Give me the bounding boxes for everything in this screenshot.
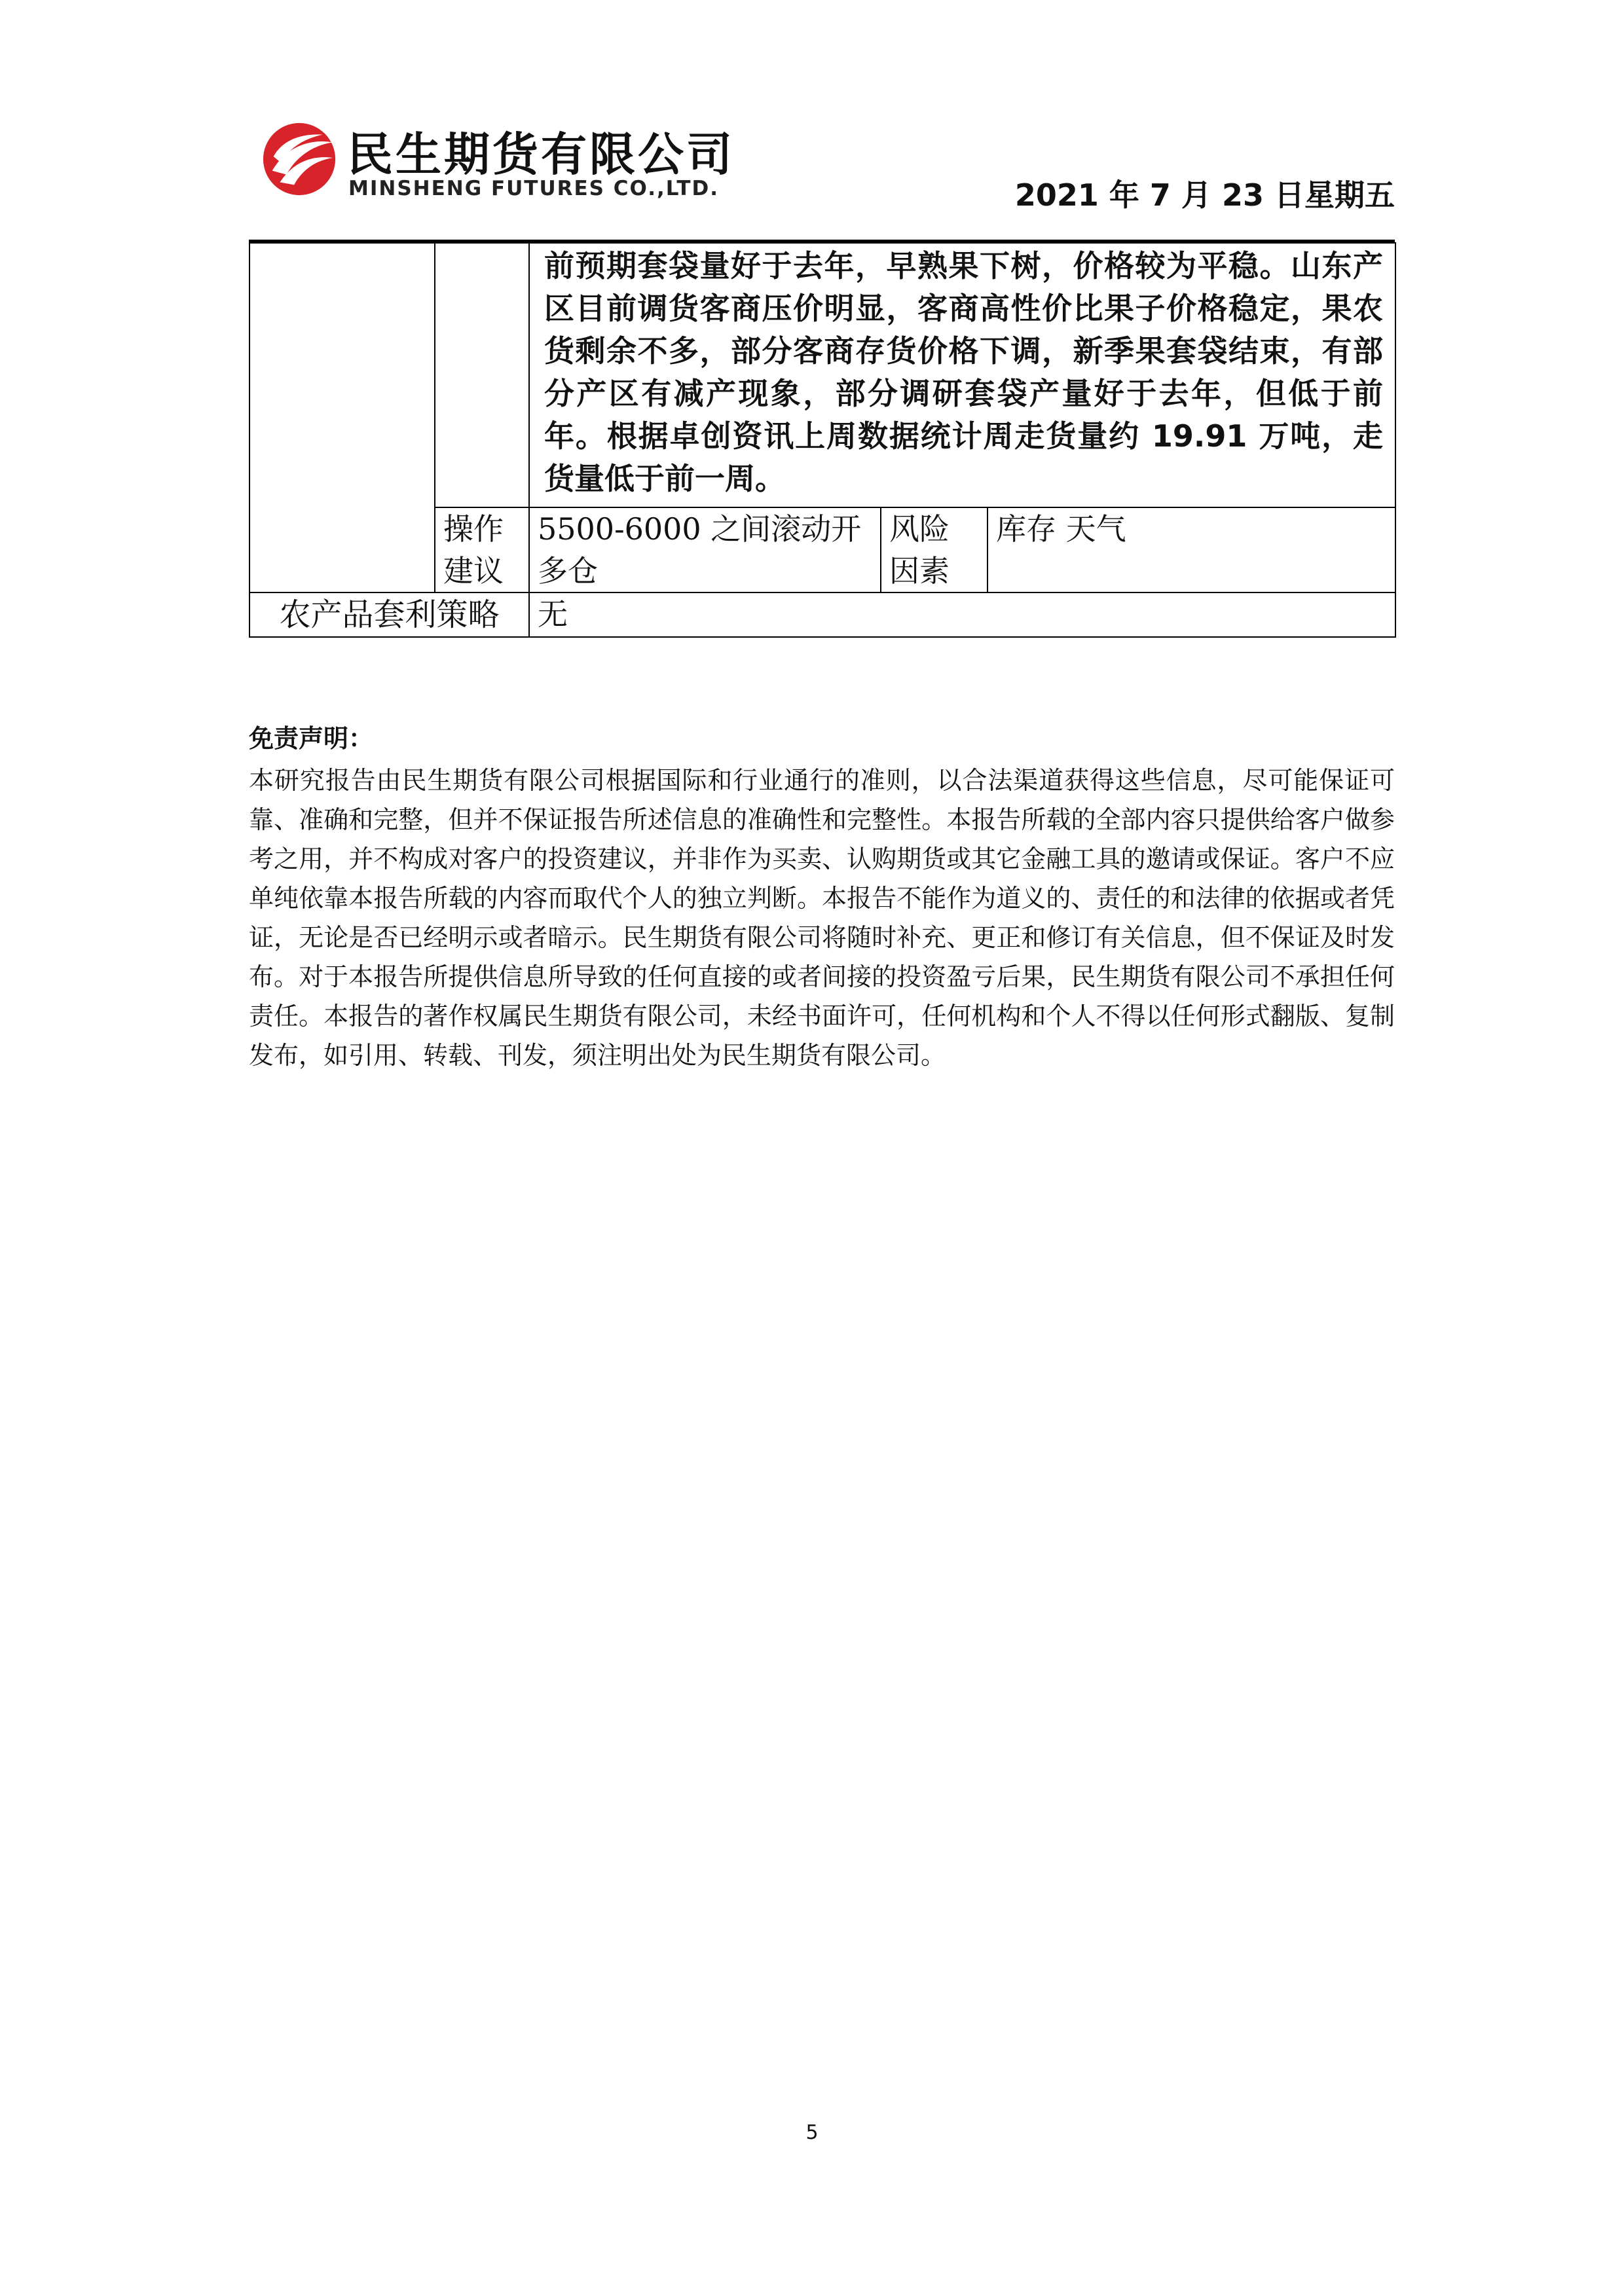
report-date: 2021 年 7 月 23 日星期五 (1014, 177, 1395, 213)
company-logo-icon (261, 120, 338, 198)
company-name-cn: 民生期货有限公司 (347, 128, 735, 181)
risk-value: 库存 天气 (987, 507, 1395, 592)
label-cell-empty (435, 243, 529, 507)
disclaimer-title: 免责声明： (249, 723, 374, 753)
page-header (249, 111, 1395, 242)
market-analysis-text: 前预期套袋量好于去年，早熟果下树，价格较为平稳。山东产区目前调货客商压价明显，客商高性价比果子价格稳定，果农货剩余不多，部分客商存货价格下调，新季果套袋结束，有部分产区有减产现象，部分调研套袋产量好于去年，但低于前年。根据卓创资讯上周数据统计周走货量约 19.91 万吨，走货量低于前一周。 (529, 243, 1395, 507)
arbitrage-value: 无 (529, 592, 1395, 637)
arbitrage-label: 农产品套利策略 (249, 592, 529, 637)
category-cell-empty (249, 243, 435, 592)
analysis-row (249, 243, 1395, 507)
operation-label: 操作建议 (435, 507, 529, 592)
disclaimer-section (249, 720, 1395, 1075)
company-name-en: MINSHENG FUTURES CO.,LTD. (348, 177, 720, 200)
arbitrage-row (249, 592, 1395, 637)
strategy-table (249, 242, 1396, 638)
disclaimer-body: 本研究报告由民生期货有限公司根据国际和行业通行的准则，以合法渠道获得这些信息，尽可能保证可靠、准确和完整，但并不保证报告所述信息的准确性和完整性。本报告所载的全部内容只提供给客户做参考之用，并不构成对客户的投资建议，并非作为买卖、认购期货或其它金融工具的邀请或保证。客户不应单纯依靠本报告所载的内容而取代个人的独立判断。本报告不能作为道义的、责任的和法律的依据或者凭证，无论是否已经明示或者暗示。民生期货有限公司将随时补充、更正和修订有关信息，但不保证及时发布。对于本报告所提供信息所导致的任何直接的或者间接的投资盈亏后果，民生期货有限公司不承担任何责任。本报告的著作权属民生期货有限公司，未经书面许可，任何机构和个人不得以任何形式翻版、复制发布，如引用、转载、刊发，须注明出处为民生期货有限公司。 (249, 766, 1395, 1070)
operation-value: 5500-6000 之间滚动开多仓 (529, 507, 881, 592)
risk-label: 风险因素 (881, 507, 987, 592)
page-number: 5 (805, 2121, 819, 2144)
